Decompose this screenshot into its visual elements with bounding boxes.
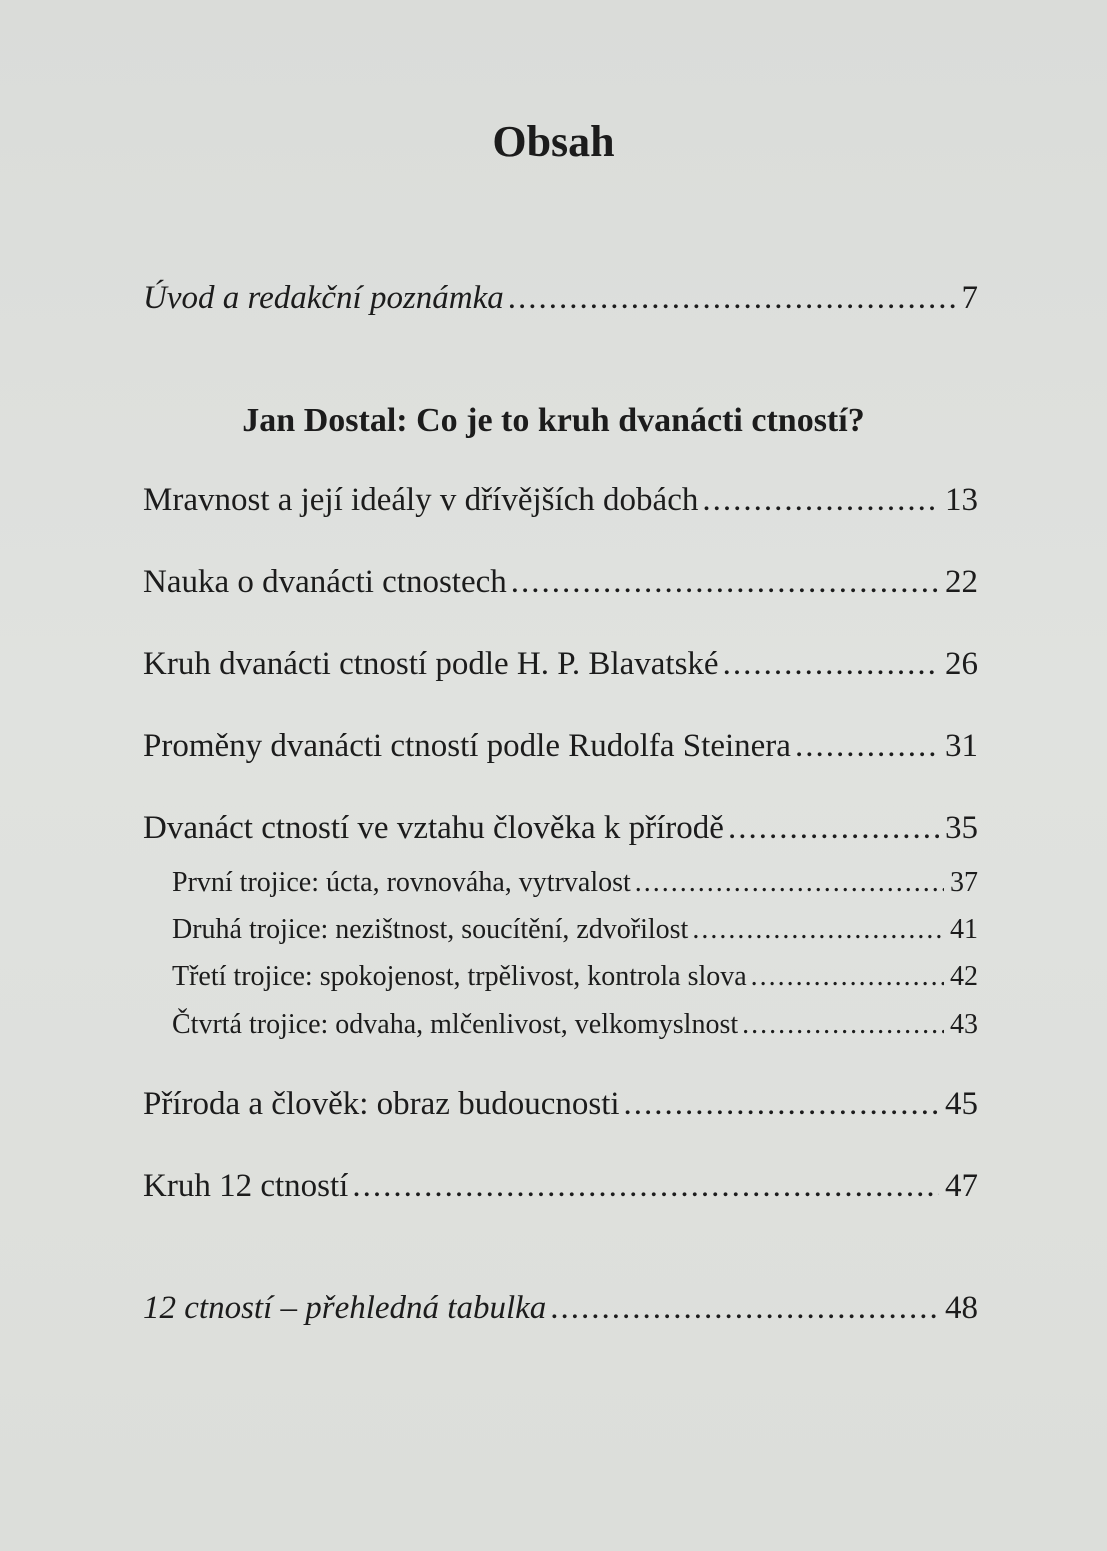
dot-leader (635, 864, 944, 902)
toc-subentry[interactable] (172, 864, 978, 902)
toc-page-number: 26 (945, 646, 978, 682)
dot-leader (624, 1082, 939, 1126)
toc-entry-label: Úvod a redakční poznámka (143, 280, 504, 316)
toc-entry[interactable] (143, 560, 978, 604)
toc-page-number: 42 (950, 961, 978, 992)
dot-leader (728, 806, 939, 850)
toc-entry-label: Kruh 12 ctností (143, 1168, 349, 1204)
section-heading: Jan Dostal: Co je to kruh dvanácti ctností? (242, 402, 865, 439)
toc-page-number: 37 (950, 867, 978, 898)
toc-page-number: 41 (950, 914, 978, 945)
toc-entry-label: První trojice: úcta, rovnováha, vytrvalost (172, 867, 631, 898)
dot-leader (352, 1164, 939, 1208)
toc-page-number: 45 (945, 1086, 978, 1122)
dot-leader (511, 560, 939, 604)
toc-page-number: 43 (950, 1009, 978, 1040)
toc-page-number: 48 (945, 1290, 978, 1326)
toc-entry-label: Proměny dvanácti ctností podle Rudolfa Steinera (143, 728, 791, 764)
toc-entry-appendix[interactable] (143, 1286, 978, 1330)
toc-page-number: 35 (945, 810, 978, 846)
dot-leader (702, 478, 939, 522)
toc-subentry[interactable] (172, 1006, 978, 1044)
toc-subentry[interactable] (172, 911, 978, 949)
dot-leader (742, 1006, 944, 1044)
toc-entry-label: Kruh dvanácti ctností podle H. P. Blavatské (143, 646, 719, 682)
toc-entry[interactable] (143, 806, 978, 850)
toc-page-number: 31 (945, 728, 978, 764)
toc-page-number: 47 (945, 1168, 978, 1204)
dot-leader (692, 911, 944, 949)
toc-entry[interactable] (143, 642, 978, 686)
dot-leader (508, 276, 956, 320)
toc-entry-label: 12 ctností – přehledná tabulka (143, 1290, 547, 1326)
toc-entry-label: Čtvrtá trojice: odvaha, mlčenlivost, velkomyslnost (172, 1009, 739, 1040)
toc-entry[interactable] (143, 478, 978, 522)
toc-entry-label: Druhá trojice: nezištnost, soucítění, zdvořilost (172, 914, 689, 945)
page-title: Obsah (492, 117, 615, 166)
toc-entry[interactable] (143, 1164, 978, 1208)
dot-leader (795, 724, 939, 768)
dot-leader (751, 958, 944, 996)
toc-entry-label: Nauka o dvanácti ctnostech (143, 564, 507, 600)
toc-page-number: 13 (945, 482, 978, 518)
toc-entry[interactable] (143, 724, 978, 768)
toc-entry-label: Třetí trojice: spokojenost, trpělivost, kontrola slova (172, 961, 747, 992)
toc-entry-label: Dvanáct ctností ve vztahu člověka k přírodě (143, 810, 724, 846)
toc-subentry[interactable] (172, 958, 978, 996)
dot-leader (723, 642, 939, 686)
dot-leader (550, 1286, 939, 1330)
toc-page-number: 7 (961, 280, 978, 316)
toc-entry-intro[interactable] (143, 276, 978, 320)
toc-page-number: 22 (945, 564, 978, 600)
toc-entry[interactable] (143, 1082, 978, 1126)
toc-entry-label: Mravnost a její ideály v dřívějších dobách (143, 482, 699, 518)
toc-entry-label: Příroda a člověk: obraz budoucnosti (143, 1086, 620, 1122)
